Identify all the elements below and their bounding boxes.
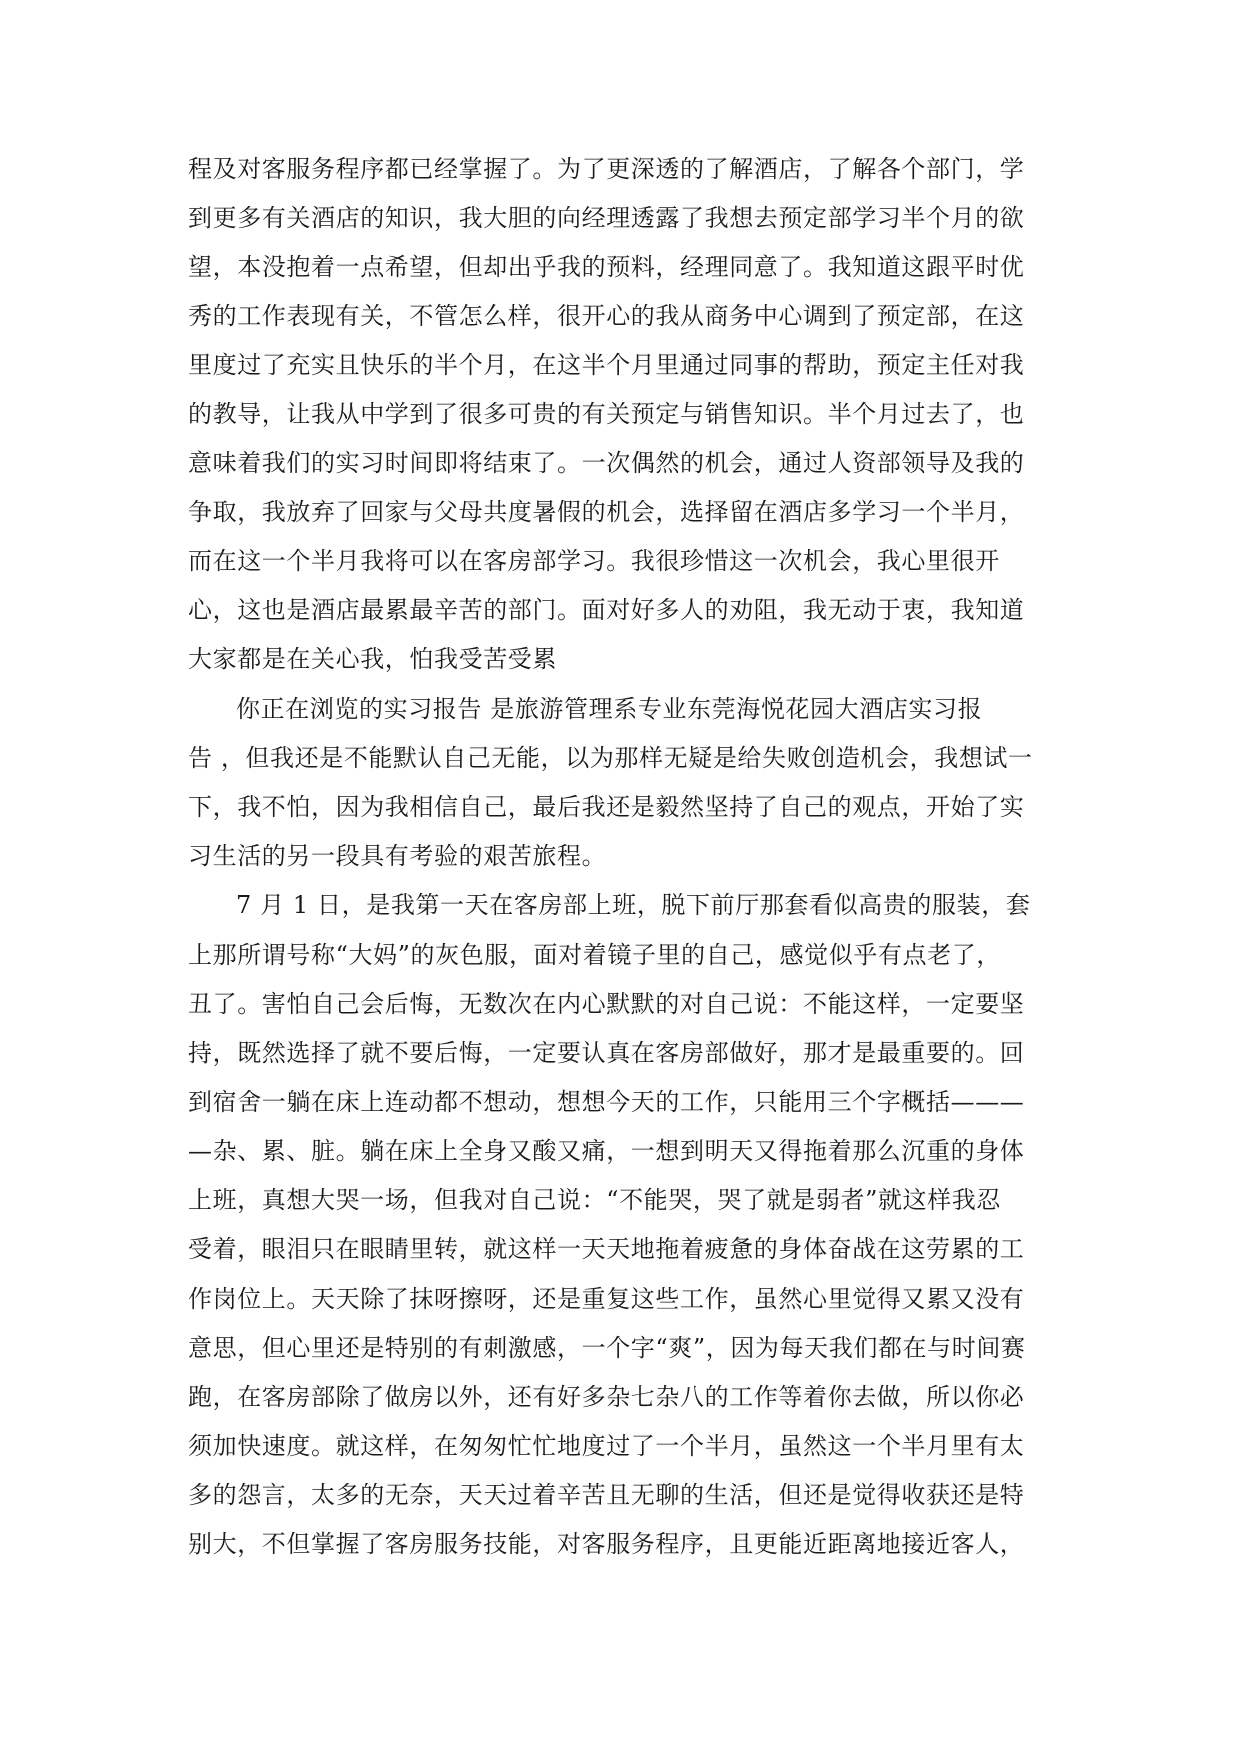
text-line: 持，既然选择了就不要后悔，一定要认真在客房部做好，那才是最重要的。回 [188, 1039, 1025, 1067]
text-line: 心，这也是酒店最累最辛苦的部门。面对好多人的劝阻，我无动于衷，我知道 [188, 596, 1025, 624]
text-line: 到宿舍一躺在床上连动都不想动，想想今天的工作，只能用三个字概括——— [188, 1088, 1025, 1116]
text-line: 到更多有关酒店的知识，我大胆的向经理透露了我想去预定部学习半个月的欲 [188, 204, 1025, 232]
text-line: 多的怨言，太多的无奈，天天过着辛苦且无聊的生活，但还是觉得收获还是特 [188, 1481, 1025, 1509]
text-line: 须加快速度。就这样，在匆匆忙忙地度过了一个半月，虽然这一个半月里有太 [188, 1432, 1025, 1460]
text-line: 而在这一个半月我将可以在客房部学习。我很珍惜这一次机会，我心里很开 [188, 547, 1000, 575]
text-line: 习生活的另一段具有考验的艰苦旅程。 [188, 842, 607, 870]
text-line: —杂、累、脏。躺在床上全身又酸又痛，一想到明天又得拖着那么沉重的身体 [188, 1137, 1025, 1165]
text-line: 上那所谓号称“大妈”的灰色服，面对着镜子里的自己，感觉似乎有点老了， [188, 941, 1001, 969]
text-line: 告 ，但我还是不能默认自己无能，以为那样无疑是给失败创造机会，我想试一 [188, 744, 1033, 772]
text-line: 作岗位上。天天除了抹呀擦呀，还是重复这些工作，虽然心里觉得又累又没有 [188, 1285, 1025, 1313]
text-line: 大家都是在关心我，怕我受苦受累 [188, 645, 557, 673]
text-line: 意思，但心里还是特别的有刺激感，一个字“爽”，因为每天我们都在与时间赛 [188, 1334, 1026, 1362]
text-line: 里度过了充实且快乐的半个月，在这半个月里通过同事的帮助，预定主任对我 [188, 351, 1025, 379]
text-line: 秀的工作表现有关，不管怎么样，很开心的我从商务中心调到了预定部，在这 [188, 302, 1025, 330]
text-line: 望，本没抱着一点希望，但却出乎我的预料，经理同意了。我知道这跟平时优 [188, 253, 1025, 281]
text-line: 丑了。害怕自己会后悔，无数次在内心默默的对自己说：不能这样，一定要坚 [188, 990, 1025, 1018]
paragraph-first-line: 你正在浏览的实习报告 是旅游管理系专业东莞海悦花园大酒店实习报 [236, 695, 983, 723]
text-line: 的教导，让我从中学到了很多可贵的有关预定与销售知识。半个月过去了，也 [188, 400, 1025, 428]
paragraph-first-line: 7 月 1 日，是我第一天在客房部上班，脱下前厅那套看似高贵的服装，套 [236, 891, 1031, 919]
text-line: 程及对客服务程序都已经掌握了。为了更深透的了解酒店，了解各个部门，学 [188, 155, 1025, 183]
text-line: 下，我不怕，因为我相信自己，最后我还是毅然坚持了自己的观点，开始了实 [188, 793, 1025, 821]
text-line: 跑，在客房部除了做房以外，还有好多杂七杂八的工作等着你去做，所以你必 [188, 1383, 1025, 1411]
text-line: 意味着我们的实习时间即将结束了。一次偶然的机会，通过人资部领导及我的 [188, 449, 1025, 477]
text-line: 上班，真想大哭一场，但我对自己说：“不能哭，哭了就是弱者”就这样我忍 [188, 1186, 1001, 1214]
text-line: 别大，不但掌握了客房服务技能，对客服务程序，且更能近距离地接近客人， [188, 1530, 1025, 1558]
text-line: 争取，我放弃了回家与父母共度暑假的机会，选择留在酒店多学习一个半月， [188, 498, 1025, 526]
text-line: 受着，眼泪只在眼睛里转，就这样一天天地拖着疲惫的身体奋战在这劳累的工 [188, 1235, 1025, 1263]
